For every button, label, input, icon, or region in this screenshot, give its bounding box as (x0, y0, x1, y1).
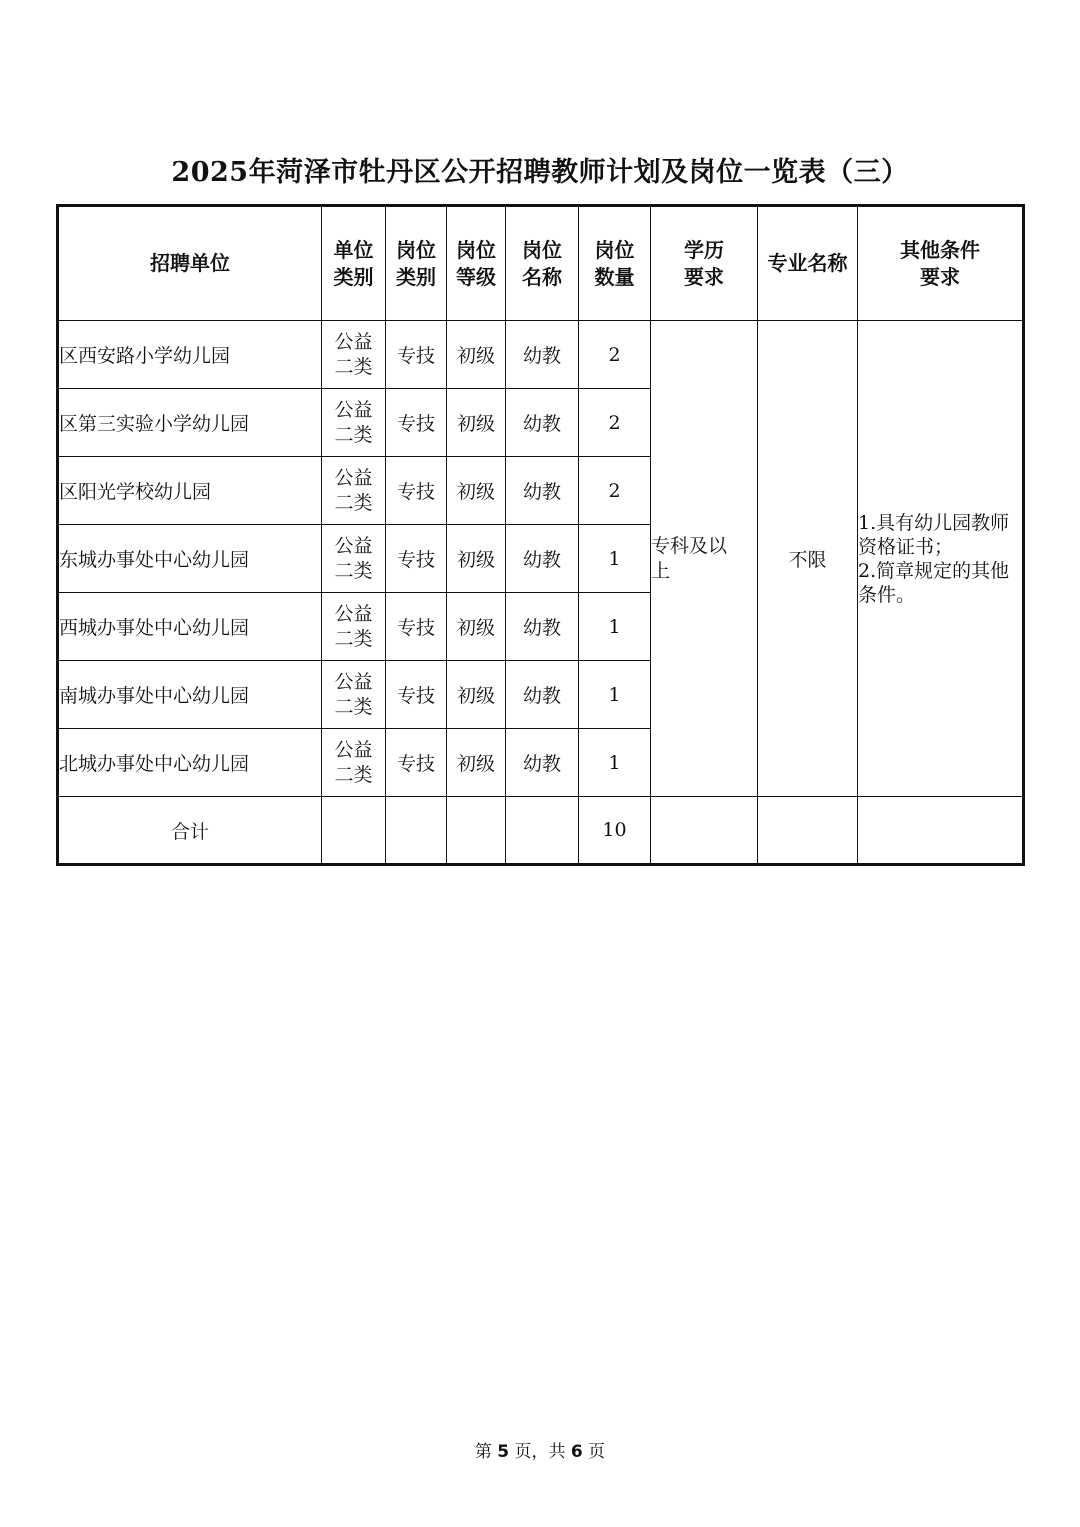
footer-page-number: 5 (497, 1442, 510, 1462)
header-post-level: 岗位 等级 (447, 206, 506, 321)
unit-cell: 西城办事处中心幼儿园 (58, 593, 322, 661)
post-name-cell: 幼教 (506, 661, 579, 729)
empty-cell (651, 797, 758, 865)
unit-category-cell: 公益 二类 (322, 729, 386, 797)
table-header-row (58, 206, 1024, 321)
header-education: 学历 要求 (651, 206, 758, 321)
unit-category-cell: 公益 二类 (322, 525, 386, 593)
empty-cell (447, 797, 506, 865)
post-count-cell: 2 (579, 457, 651, 525)
header-post-category: 岗位 类别 (386, 206, 447, 321)
header-unit: 招聘单位 (58, 206, 322, 321)
post-category-cell: 专技 (386, 661, 447, 729)
page-footer (0, 1437, 1080, 1462)
post-name-cell: 幼教 (506, 729, 579, 797)
post-count-cell: 1 (579, 593, 651, 661)
post-name-cell: 幼教 (506, 593, 579, 661)
post-category-cell: 专技 (386, 729, 447, 797)
header-other-conditions: 其他条件 要求 (858, 206, 1024, 321)
empty-cell (758, 797, 858, 865)
table-row (58, 321, 1024, 389)
header-unit-category: 单位 类别 (322, 206, 386, 321)
unit-cell: 南城办事处中心幼儿园 (58, 661, 322, 729)
unit-category-cell: 公益 二类 (322, 321, 386, 389)
page-title: 2025年菏泽市牡丹区公开招聘教师计划及岗位一览表（三） (171, 157, 909, 188)
post-level-cell: 初级 (447, 729, 506, 797)
post-count-cell: 1 (579, 661, 651, 729)
post-category-cell: 专技 (386, 457, 447, 525)
post-count-cell: 1 (579, 729, 651, 797)
unit-category-cell: 公益 二类 (322, 661, 386, 729)
footer-middle: 页，共 (514, 1442, 566, 1462)
post-level-cell: 初级 (447, 457, 506, 525)
unit-category-cell: 公益 二类 (322, 593, 386, 661)
unit-cell: 区阳光学校幼儿园 (58, 457, 322, 525)
post-count-cell: 1 (579, 525, 651, 593)
post-name-cell: 幼教 (506, 457, 579, 525)
total-label-cell: 合计 (58, 797, 322, 865)
post-level-cell: 初级 (447, 593, 506, 661)
empty-cell (386, 797, 447, 865)
unit-category-cell: 公益 二类 (322, 389, 386, 457)
header-post-count: 岗位 数量 (579, 206, 651, 321)
unit-cell: 东城办事处中心幼儿园 (58, 525, 322, 593)
post-category-cell: 专技 (386, 321, 447, 389)
post-name-cell: 幼教 (506, 389, 579, 457)
unit-category-cell: 公益 二类 (322, 457, 386, 525)
post-name-cell: 幼教 (506, 321, 579, 389)
post-count-cell: 2 (579, 389, 651, 457)
empty-cell (322, 797, 386, 865)
education-requirement-cell: 专科及以 上 (651, 321, 758, 797)
recruitment-table (56, 204, 1025, 866)
footer-suffix: 页 (588, 1442, 606, 1462)
post-name-cell: 幼教 (506, 525, 579, 593)
post-level-cell: 初级 (447, 661, 506, 729)
unit-cell: 北城办事处中心幼儿园 (58, 729, 322, 797)
unit-cell: 区第三实验小学幼儿园 (58, 389, 322, 457)
header-post-name: 岗位 名称 (506, 206, 579, 321)
post-count-cell: 2 (579, 321, 651, 389)
other-conditions-cell: 1.具有幼儿园教师 资格证书； 2.简章规定的其他 条件。 (858, 321, 1024, 797)
header-major: 专业名称 (758, 206, 858, 321)
post-category-cell: 专技 (386, 389, 447, 457)
post-level-cell: 初级 (447, 321, 506, 389)
footer-total-pages: 6 (570, 1442, 583, 1462)
post-category-cell: 专技 (386, 593, 447, 661)
empty-cell (858, 797, 1024, 865)
footer-prefix: 第 (474, 1442, 492, 1462)
total-count-cell: 10 (579, 797, 651, 865)
empty-cell (506, 797, 579, 865)
post-level-cell: 初级 (447, 389, 506, 457)
unit-cell: 区西安路小学幼儿园 (58, 321, 322, 389)
post-category-cell: 专技 (386, 525, 447, 593)
total-row (58, 797, 1024, 865)
post-level-cell: 初级 (447, 525, 506, 593)
major-cell: 不限 (758, 321, 858, 797)
